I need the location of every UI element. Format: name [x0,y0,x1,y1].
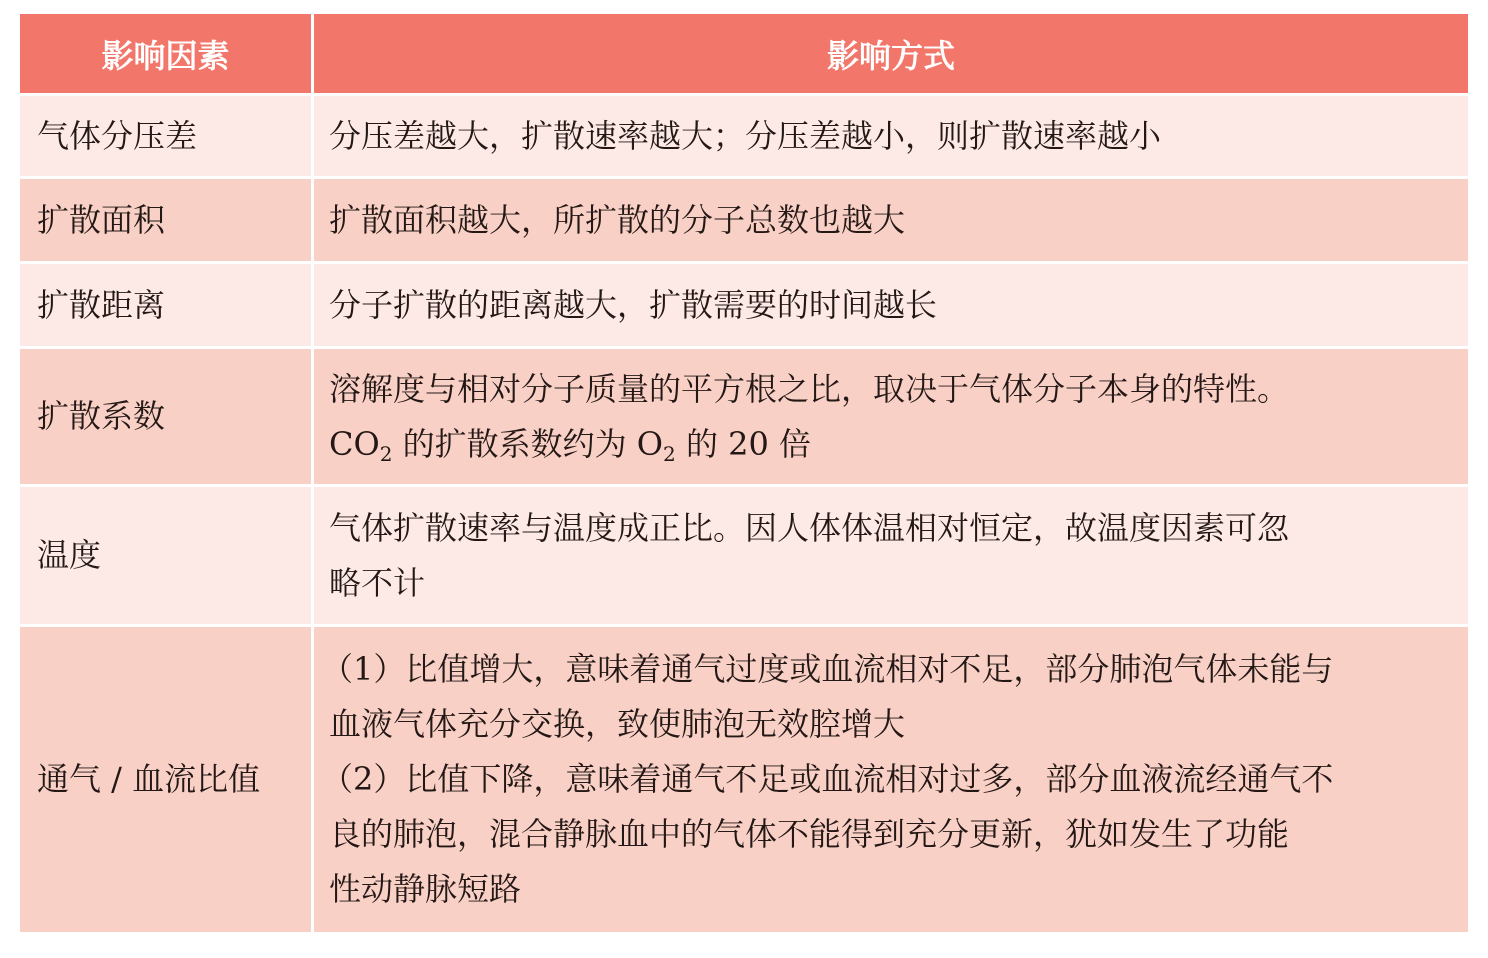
table-row [20,627,1468,932]
formula-mid-text: 的扩散系数约为 O [392,424,664,463]
factor-table [20,11,1468,935]
effect-line: 气体扩散速率与温度成正比。因人体体温相对恒定，故温度因素可忽 [329,508,1290,547]
effect-line-formula [329,417,1454,472]
factor-cell: 通气 / 血流比值 [20,627,314,932]
effect-line: （2）比值下降，意味着通气不足或血流相对过多，部分血液流经通气不 [321,760,1334,798]
factor-table-container [20,14,1468,935]
factor-cell: 气体分压差 [20,96,314,176]
factor-cell: 扩散系数 [20,349,314,484]
factor-cell: 温度 [20,487,314,624]
effect-cell [314,179,1468,261]
effect-line: 良的肺泡，混合静脉血中的气体不能得到充分更新，犹如发生了功能 [329,815,1290,853]
effect-line: 性动静脉短路 [329,870,522,908]
table-row [20,96,1468,176]
effect-line: 扩散面积越大，所扩散的分子总数也越大 [329,200,906,239]
effect-line: 分子扩散的距离越大，扩散需要的时间越长 [329,285,938,324]
co-subscript: 2 [379,441,393,466]
effect-cell [314,349,1468,484]
effect-line: 溶解度与相对分子质量的平方根之比，取决于气体分子本身的特性。 [329,369,1290,408]
effect-line: 分压差越大，扩散速率越大；分压差越小，则扩散速率越小 [329,116,1162,155]
table-row [20,179,1468,261]
table-header-row [20,14,1468,93]
effect-cell [314,487,1468,624]
effect-line: 略不计 [329,563,426,602]
effect-cell [314,96,1468,176]
header-effect: 影响方式 [314,14,1468,93]
table-row [20,264,1468,346]
effect-cell [314,264,1468,346]
effect-line: （1）比值增大，意味着通气过度或血流相对不足，部分肺泡气体未能与 [321,650,1334,688]
table-row [20,349,1468,484]
factor-cell: 扩散距离 [20,264,314,346]
header-factor: 影响因素 [20,14,314,93]
table-row [20,487,1468,624]
factor-cell: 扩散面积 [20,179,314,261]
o-subscript: 2 [663,441,676,466]
effect-line: 血液气体充分交换，致使肺泡无效腔增大 [329,705,906,743]
formula-end-text: 的 20 倍 [675,424,812,463]
co-text: CO [329,424,380,463]
effect-cell [314,627,1468,932]
